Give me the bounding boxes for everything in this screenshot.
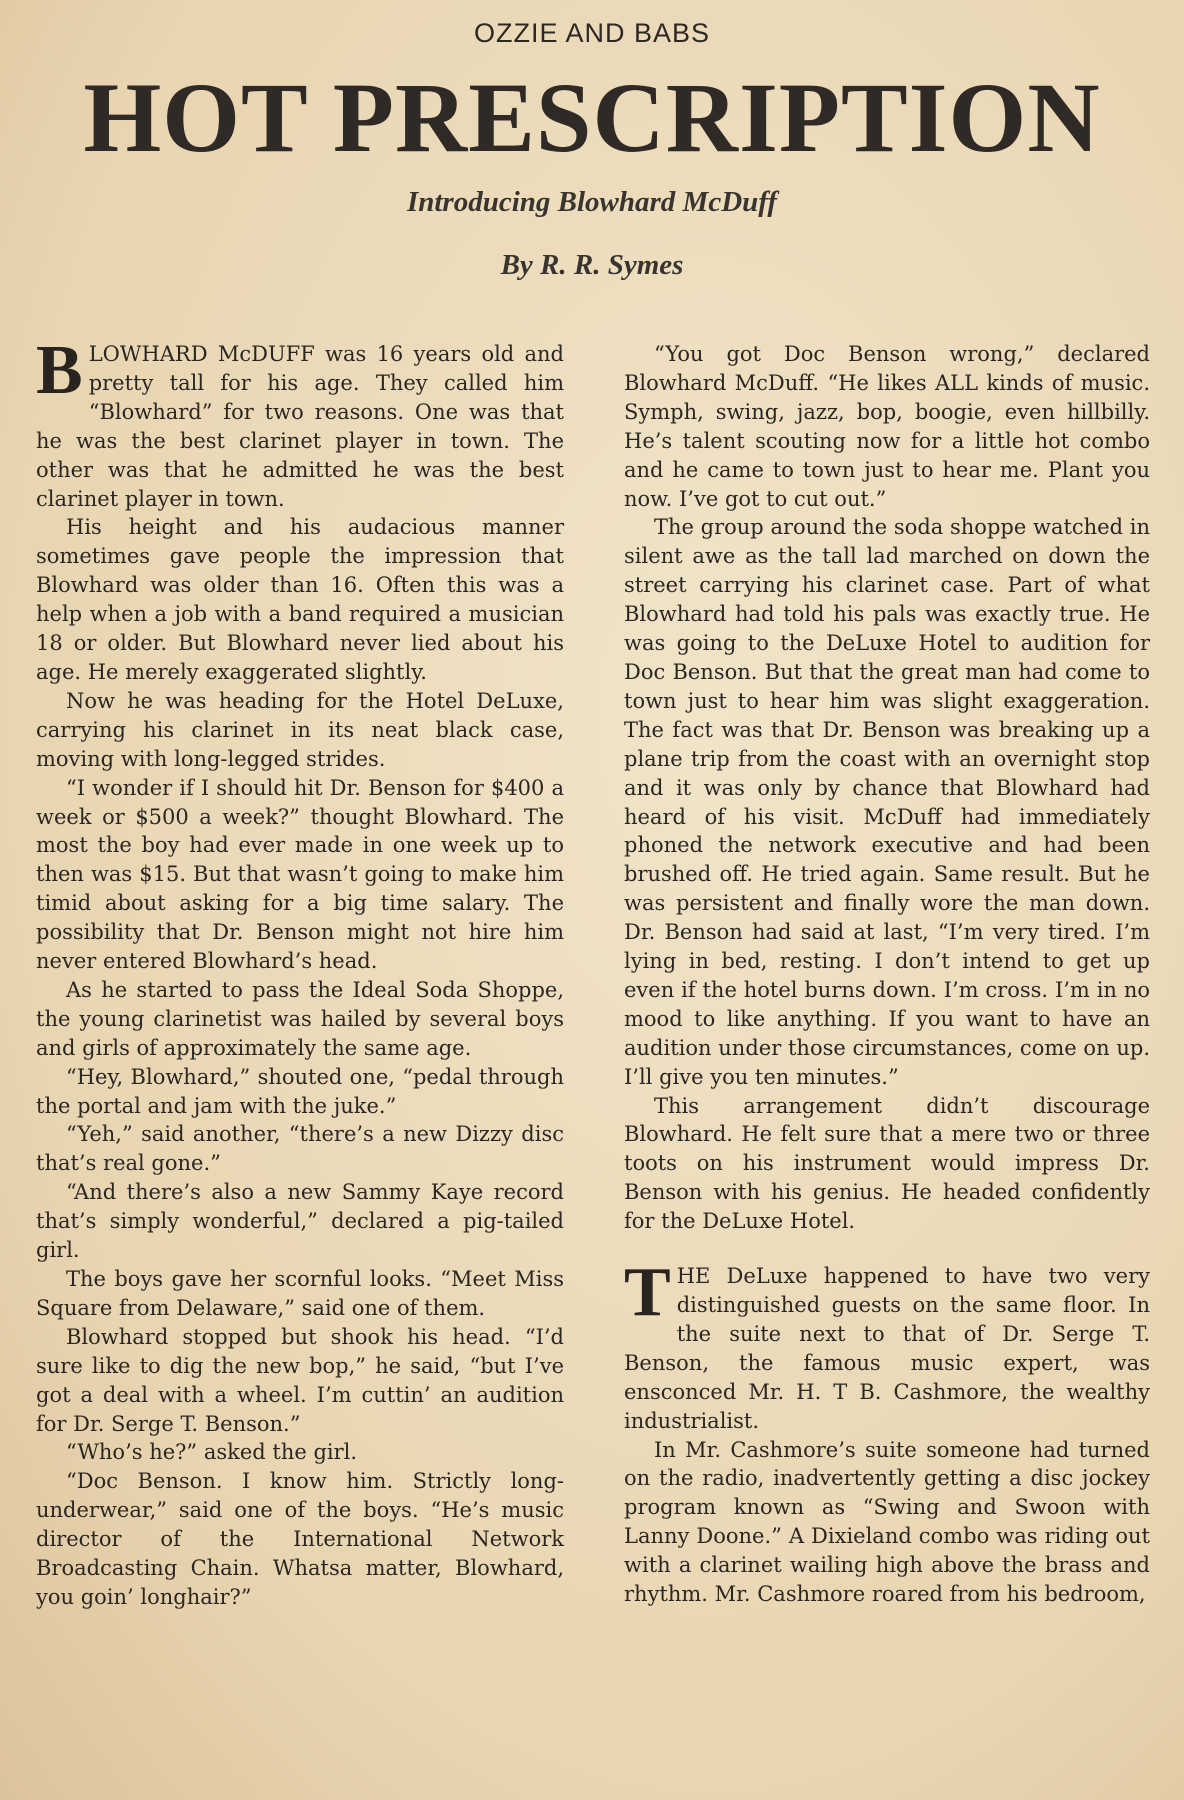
- paragraph: “And there’s also a new Sammy Kaye record that’s simply wonderful,” declared a pig-tailed girl.: [36, 1180, 564, 1263]
- paragraph: “Yeh,” said another, “there’s a new Dizzy disc that’s real gone.”: [36, 1122, 564, 1176]
- paragraph: [624, 1254, 1150, 1435]
- paragraph: Now he was heading for the Hotel DeLuxe, carrying his clarinet in its neat black case, moving with long-legged strides.: [36, 688, 564, 771]
- paragraph: His height and his audacious manner sometimes gave people the impression that Blowhard was older than 16. Often this was a help when a job with a band required a musician 18 or older. But Blowhard never lied about his age. He merely exaggerated slightly.: [36, 515, 564, 684]
- paragraph: This arrangement didn’t discourage Blowhard. He felt sure that a mere two or three toots on his instrument would impress Dr. Benson with his genius. He headed confidently for the DeLuxe Hotel.: [624, 1093, 1150, 1234]
- paragraph: “Doc Benson. I know him. Strictly long-underwear,” said one of the boys. “He’s music director of the International Network Broadcasting Chain. Whatsa matter, Blowhard, you goin’ longhair?”: [36, 1469, 564, 1609]
- paragraph: “I wonder if I should hit Dr. Benson for $400 a week or $500 a week?” thought Blowhard. The most the boy had ever made in one week up to then was $15. But that wasn’t going to make him timid about asking for a big time salary. The possibility that Dr. Benson might not hire him never entered Blowhard’s head.: [36, 775, 564, 974]
- paragraph: [36, 332, 564, 513]
- section-break: [624, 1236, 1150, 1262]
- byline: By R. R. Symes: [500, 249, 684, 281]
- paragraph-text: LOWHARD McDUFF was 16 years old and pretty tall for his age. They called him “Blowhard” for two reasons. One was that he was the best clarinet player in town. The other was that he admitted he was the best clarinet player in town.: [36, 342, 564, 511]
- paragraph: Blowhard stopped but shook his head. “I’d sure like to dig the new bop,” he said, “but I’ve got a deal with a wheel. I’m cuttin’ an audition for Dr. Serge T. Benson.”: [36, 1324, 564, 1436]
- story-subtitle: Introducing Blowhard McDuff: [406, 186, 778, 218]
- drop-cap: T: [624, 1254, 671, 1332]
- paragraph: “Who’s he?” asked the girl.: [66, 1440, 358, 1465]
- drop-cap: B: [36, 332, 83, 409]
- paragraph: “You got Doc Benson wrong,” declared Blowhard McDuff. “He likes ALL kinds of music. Symph, swing, jazz, bop, boogie, even hillbilly. He’s talent scouting now for a little hot combo and he came to town just to hear me. Plant you now. I’ve got to cut out.”: [624, 342, 1150, 511]
- paragraph: The boys gave her scornful looks. “Meet Miss Square from Delaware,” said one of them.: [36, 1267, 564, 1320]
- paragraph: The group around the soda shoppe watched in silent awe as the tall lad marched on down the street carrying his clarinet case. Part of what Blowhard had told his pals was exactly true. He was going to the DeLuxe Hotel to audition for Doc Benson. But that the great man had come to town just to hear him was slight exaggeration. The fact was that Dr. Benson was breaking up a plane trip from the coast with an overnight stop and it was only by chance that Blowhard had heard of his visit. McDuff had immediately phoned the network executive and had been brushed off. He tried again. Same result. But he was persistent and finally wore the man down. Dr. Benson had said at last, “I’m very tired. I’m lying in bed, resting. I don’t intend to get up even if the hotel burns down. I’m cross. I’m in no mood to like anything. If you want to have an audition under those circumstances, come on up. I’ll give you ten minutes.”: [624, 515, 1150, 1089]
- paragraph: As he started to pass the Ideal Soda Shoppe, the young clarinetist was hailed by several boys and girls of approximately the same age.: [36, 977, 564, 1060]
- paragraph-text: HE DeLuxe happened to have two very distinguished guests on the same floor. In the suite next to that of Dr. Serge T. Benson, the famous music expert, was ensconced Mr. H. T B. Cashmore, the wealthy industrialist.: [624, 1264, 1150, 1433]
- story-title: HOT PRESCRIPTION: [83, 62, 1101, 173]
- series-title: OZZIE AND BABS: [473, 18, 711, 48]
- left-column: [36, 332, 564, 1612]
- paragraph: “Hey, Blowhard,” shouted one, “pedal through the portal and jam with the juke.”: [36, 1064, 564, 1118]
- paragraph: In Mr. Cashmore’s suite someone had turned on the radio, inadvertently getting a disc jockey program known as “Swing and Swoon with Lanny Doone.” A Dixieland combo was riding out with a clarinet wailing high above the brass and rhythm. Mr. Cashmore roared from his bedroom,: [624, 1437, 1150, 1607]
- right-column: [624, 340, 1150, 1609]
